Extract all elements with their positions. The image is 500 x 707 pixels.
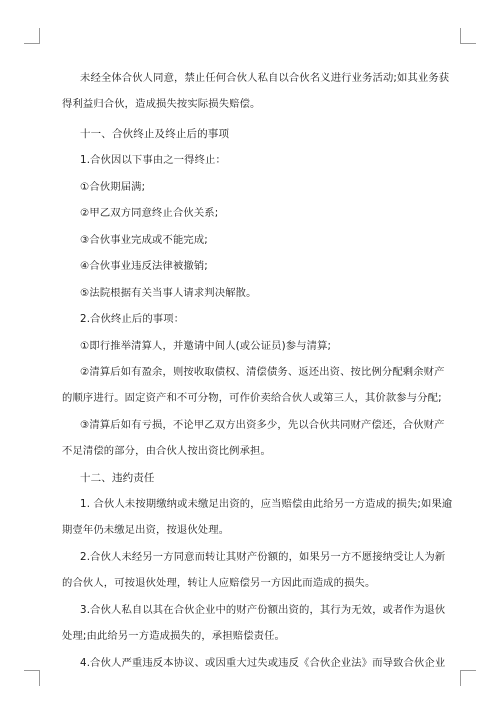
paragraph-line: 3.合伙人私自以其在合伙企业中的财产份额出资的，其行为无效，或者作为退伙 bbox=[80, 604, 446, 616]
paragraph-line: 的顺序进行。固定资产和不可分物，可作价卖给合伙人或第三人，其价款参与分配; bbox=[62, 392, 442, 404]
crop-mark-top-left bbox=[24, 28, 40, 44]
list-item: ④合伙事业违反法律被撤销; bbox=[80, 260, 208, 272]
list-item: ⑤法院根据有关当事人请求判决解散。 bbox=[80, 287, 257, 299]
paragraph-line: 的合伙人，可按退伙处理，转让人应赔偿另一方因此而造成的损失。 bbox=[62, 577, 376, 589]
paragraph-line: 1. 合伙人未按期缴纳或未缴足出资的，应当赔偿由此给另一方造成的损失;如果逾 bbox=[80, 498, 453, 510]
list-item: ③清算后如有亏损，不论甲乙双方出资多少，先以合伙共同财产偿还，合伙财产 bbox=[80, 419, 445, 431]
list-item: ②甲乙双方同意终止合伙关系; bbox=[80, 207, 219, 219]
paragraph-line: 未经全体合伙人同意，禁止任何合伙人私自以合伙名义进行业务活动;如其业务获 bbox=[80, 72, 450, 84]
paragraph-line: 2.合伙终止后的事项： bbox=[80, 313, 185, 325]
crop-mark-bottom-left bbox=[24, 670, 40, 686]
paragraph-line: 2.合伙人未经另一方同意而转让其财产份额的，如果另一方不愿接纳受让人为新 bbox=[80, 551, 446, 563]
paragraph-line: 处理;由此给另一方造成损失的，承担赔偿责任。 bbox=[62, 630, 286, 642]
section-heading: 十二、违约责任 bbox=[80, 472, 155, 484]
paragraph-line: 期壹年仍未缴足出资，按退伙处理。 bbox=[62, 524, 230, 536]
paragraph-line: 得利益归合伙，造成损失按实际损失赔偿。 bbox=[62, 98, 261, 110]
section-heading: 十一、合伙终止及终止后的事项 bbox=[80, 128, 230, 140]
crop-mark-top-right bbox=[460, 28, 476, 44]
list-item: ①即行推举清算人，并邀请中间人(或公证员)参与清算; bbox=[80, 340, 332, 352]
paragraph-line: 4.合伙人严重违反本协议、或因重大过失或违反《合伙企业法》而导致合伙企业 bbox=[80, 657, 446, 669]
paragraph-line: 不足清偿的部分，由合伙人按出资比例承担。 bbox=[62, 445, 271, 457]
paragraph-line: 1.合伙因以下事由之一得终止： bbox=[80, 154, 226, 166]
list-item: ③合伙事业完成或不能完成; bbox=[80, 234, 208, 246]
crop-mark-bottom-right bbox=[460, 670, 476, 686]
list-item: ②清算后如有盈余，则按收取债权、清偿债务、返还出资、按比例分配剩余财产 bbox=[80, 366, 445, 378]
list-item: ①合伙期届满; bbox=[80, 181, 146, 193]
